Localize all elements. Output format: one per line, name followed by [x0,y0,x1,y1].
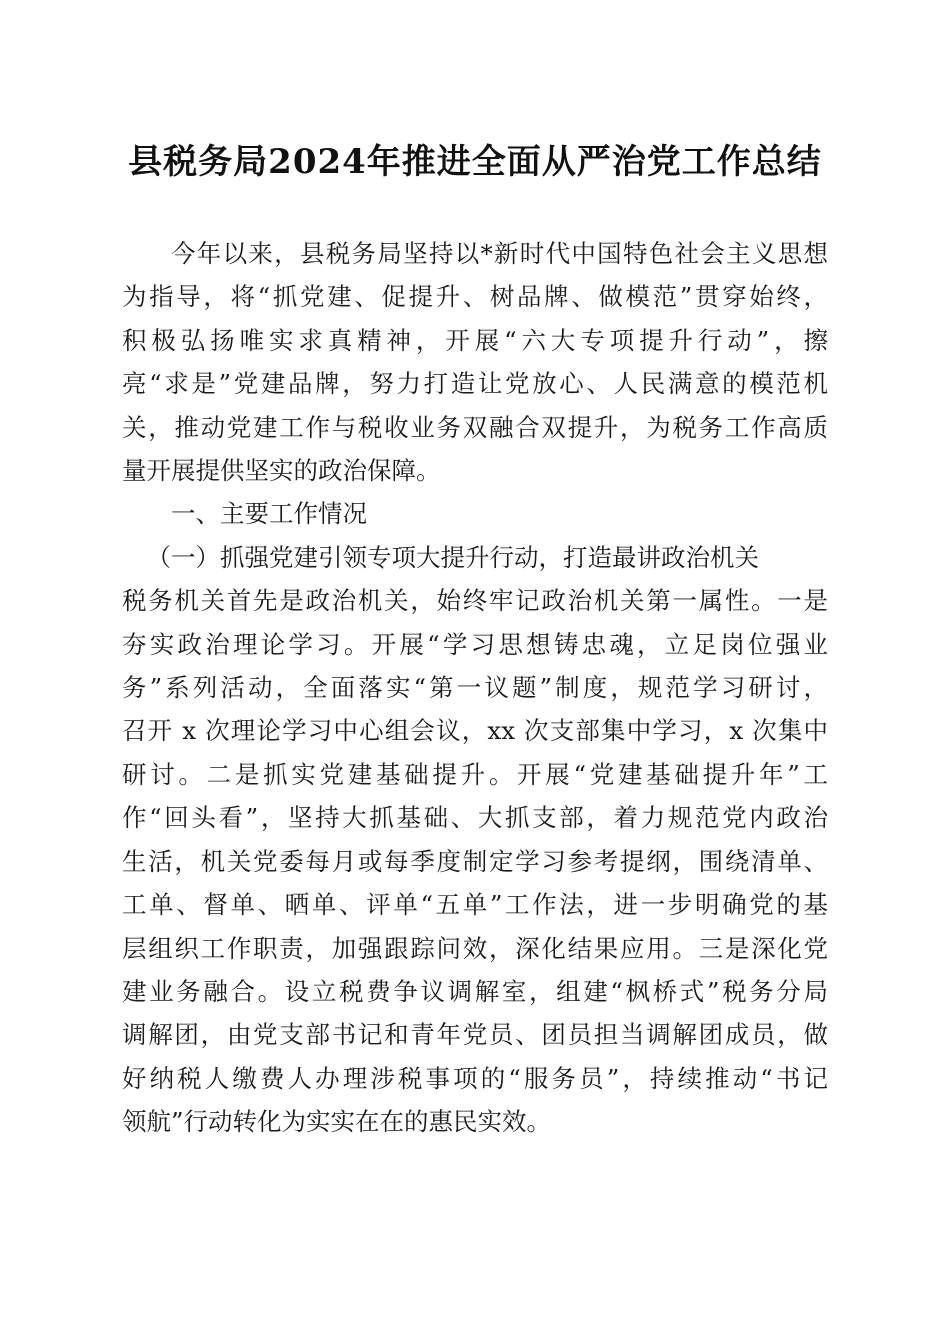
intro-line: 今年以来，县税务局坚持以*新时代中国特色社会主义思想 [171,239,828,268]
body-line: 层组织工作职责，加强跟踪问效，深化结果应用。三是深化党 [122,933,828,963]
body-line: 召开 x 次理论学习中心组会议，xx 次支部集中学习，x 次集中 [122,716,828,746]
document-title: 县税务局2024年推进全面从严治党工作总结 [128,142,822,182]
body-line: 调解团，由党支部书记和青年党员、团员担当调解团成员，做 [122,1020,828,1050]
section-heading: 一、主要工作情况 [171,499,367,529]
body-line: 领航”行动转化为实实在在的惠民实效。 [122,1107,552,1137]
intro-paragraph [122,232,828,492]
intro-line: 积极弘扬唯实求真精神，开展“六大专项提升行动”，擦 [122,325,828,355]
body-line: 生活，机关党委每月或每季度制定学习参考提纲，围绕清单、 [122,846,828,876]
body-line: 作“回头看”，坚持大抓基础、大抓支部，着力规范党内政治 [122,803,828,833]
body-line: 务”系列活动，全面落实“第一议题”制度，规范学习研讨， [122,673,828,703]
body-line: 好纳税人缴费人办理涉税事项的“服务员”，持续推动“书记 [122,1063,828,1093]
intro-line: 亮“求是”党建品牌，努力打造让党放心、人民满意的模范机 [122,369,828,399]
body-line: 税务机关首先是政治机关，始终牢记政治机关第一属性。一是 [122,586,828,616]
intro-line: 为指导，将“抓党建、促提升、树品牌、做模范”贯穿始终， [122,282,828,312]
intro-line: 量开展提供坚实的政治保障。 [122,456,441,486]
document-body [122,232,828,1144]
body-line: 研讨。二是抓实党建基础提升。开展“党建基础提升年”工 [122,759,828,789]
subsection-heading: （一）抓强党建引领专项大提升行动，打造最讲政治机关 [146,542,759,572]
subsection-paragraph [122,579,828,1143]
intro-line: 关，推动党建工作与税收业务双融合双提升，为税务工作高质 [122,412,828,442]
body-line: 夯实政治理论学习。开展“学习思想铸忠魂，立足岗位强业 [122,629,828,659]
body-line: 工单、督单、晒单、评单“五单”工作法，进一步明确党的基 [122,890,828,920]
body-line: 建业务融合。设立税费争议调解室，组建“枫桥式”税务分局 [122,976,828,1006]
